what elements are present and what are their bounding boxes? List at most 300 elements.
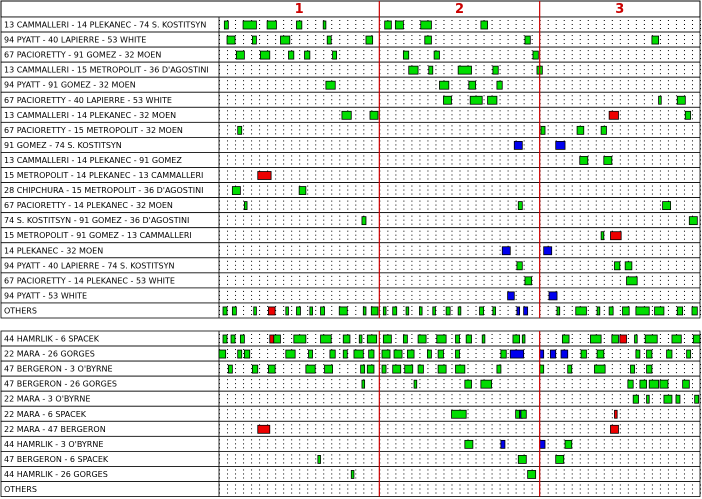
grid-dot (620, 357, 621, 358)
grid-dot (339, 140, 340, 141)
grid-dot (508, 28, 509, 29)
grid-dot (323, 88, 324, 89)
grid-dot (620, 175, 621, 176)
grid-dot (644, 148, 645, 149)
grid-dot (403, 35, 404, 36)
grid-dot (684, 394, 685, 395)
grid-dot (500, 432, 501, 433)
grid-dot (451, 69, 452, 70)
grid-dot (355, 254, 356, 255)
grid-dot (283, 50, 284, 51)
grid-dot (588, 144, 589, 145)
grid-dot (596, 349, 597, 350)
grid-dot (556, 80, 557, 81)
grid-dot (299, 88, 300, 89)
grid-dot (676, 88, 677, 89)
grid-dot (548, 379, 549, 380)
grid-dot (243, 231, 244, 232)
grid-dot (604, 417, 605, 418)
grid-dot (387, 58, 388, 59)
grid-dot (283, 103, 284, 104)
grid-dot (692, 205, 693, 206)
grid-dot (532, 402, 533, 403)
grid-dot (532, 65, 533, 66)
grid-dot (363, 186, 364, 187)
grid-dot (427, 280, 428, 281)
grid-dot (532, 175, 533, 176)
grid-dot (339, 276, 340, 277)
grid-dot (283, 159, 284, 160)
grid-dot (652, 194, 653, 195)
grid-dot (524, 372, 525, 373)
grid-dot (676, 69, 677, 70)
grid-dot (700, 88, 701, 89)
grid-dot (484, 209, 485, 210)
grid-dot (604, 383, 605, 384)
grid-dot (267, 80, 268, 81)
grid-dot (468, 295, 469, 296)
grid-dot (371, 144, 372, 145)
grid-dot (644, 114, 645, 115)
grid-dot (291, 432, 292, 433)
grid-dot (468, 24, 469, 25)
grid-dot (644, 246, 645, 247)
grid-dot (460, 20, 461, 21)
grid-dot (676, 265, 677, 266)
grid-dot (604, 110, 605, 111)
grid-dot (299, 175, 300, 176)
grid-dot (403, 231, 404, 232)
grid-dot (427, 231, 428, 232)
grid-dot (668, 129, 669, 130)
grid-dot (596, 306, 597, 307)
grid-dot (267, 163, 268, 164)
grid-dot (644, 175, 645, 176)
grid-dot (548, 103, 549, 104)
grid-dot (476, 402, 477, 403)
grid-dot (315, 43, 316, 44)
grid-dot (451, 432, 452, 433)
grid-dot (347, 190, 348, 191)
grid-dot (243, 95, 244, 96)
grid-dot (411, 276, 412, 277)
grid-dot (251, 190, 252, 191)
grid-dot (243, 314, 244, 315)
grid-dot (492, 269, 493, 270)
grid-dot (532, 291, 533, 292)
grid-dot (339, 364, 340, 365)
grid-dot (476, 394, 477, 395)
grid-dot (588, 50, 589, 51)
grid-dot (620, 250, 621, 251)
grid-dot (291, 295, 292, 296)
grid-dot (355, 417, 356, 418)
grid-dot (267, 314, 268, 315)
grid-dot (564, 235, 565, 236)
grid-dot (500, 379, 501, 380)
grid-dot (283, 424, 284, 425)
grid-dot (636, 179, 637, 180)
grid-dot (484, 39, 485, 40)
grid-dot (443, 220, 444, 221)
grid-dot (596, 159, 597, 160)
grid-dot (492, 295, 493, 296)
grid-dot (243, 175, 244, 176)
grid-dot (267, 239, 268, 240)
grid-dot (291, 269, 292, 270)
grid-dot (572, 95, 573, 96)
grid-dot (387, 114, 388, 115)
grid-dot (443, 398, 444, 399)
grid-dot (355, 220, 356, 221)
grid-dot (492, 246, 493, 247)
grid-dot (427, 342, 428, 343)
grid-dot (532, 353, 533, 354)
grid-dot (291, 186, 292, 187)
grid-dot (580, 103, 581, 104)
grid-dot (323, 118, 324, 119)
grid-dot (556, 314, 557, 315)
grid-dot (435, 125, 436, 126)
grid-dot (451, 186, 452, 187)
grid-dot (508, 342, 509, 343)
grid-dot (283, 306, 284, 307)
grid-dot (339, 235, 340, 236)
grid-dot (492, 73, 493, 74)
grid-dot (411, 43, 412, 44)
grid-dot (596, 43, 597, 44)
grid-dot (419, 179, 420, 180)
grid-dot (668, 235, 669, 236)
grid-dot (435, 295, 436, 296)
grid-dot (363, 246, 364, 247)
grid-dot (267, 379, 268, 380)
grid-dot (636, 129, 637, 130)
grid-dot (275, 159, 276, 160)
grid-dot (363, 118, 364, 119)
grid-dot (524, 155, 525, 156)
grid-dot (251, 306, 252, 307)
grid-dot (636, 125, 637, 126)
grid-dot (291, 306, 292, 307)
grid-dot (307, 140, 308, 141)
grid-dot (363, 299, 364, 300)
grid-dot (267, 398, 268, 399)
grid-dot (484, 201, 485, 202)
grid-dot (564, 95, 565, 96)
grid-dot (339, 205, 340, 206)
grid-dot (628, 69, 629, 70)
grid-dot (395, 99, 396, 100)
grid-dot (580, 265, 581, 266)
grid-dot (612, 84, 613, 85)
grid-dot (435, 398, 436, 399)
grid-dot (700, 163, 701, 164)
grid-dot (516, 254, 517, 255)
grid-dot (596, 383, 597, 384)
grid-dot (411, 239, 412, 240)
grid-dot (435, 394, 436, 395)
grid-dot (628, 179, 629, 180)
grid-dot (243, 103, 244, 104)
grid-dot (548, 220, 549, 221)
grid-dot (596, 186, 597, 187)
grid-dot (580, 220, 581, 221)
grid-dot (219, 306, 220, 307)
grid-dot (339, 144, 340, 145)
grid-dot (516, 398, 517, 399)
grid-dot (532, 95, 533, 96)
grid-dot (259, 24, 260, 25)
grid-dot (259, 417, 260, 418)
grid-dot (283, 334, 284, 335)
grid-dot (676, 80, 677, 81)
grid-dot (484, 417, 485, 418)
grid-dot (347, 220, 348, 221)
grid-dot (403, 246, 404, 247)
grid-dot (620, 125, 621, 126)
grid-dot (532, 58, 533, 59)
grid-dot (700, 413, 701, 414)
grid-dot (435, 220, 436, 221)
grid-dot (556, 35, 557, 36)
grid-dot (660, 334, 661, 335)
grid-dot (387, 387, 388, 388)
grid-dot (532, 246, 533, 247)
grid-dot (387, 140, 388, 141)
grid-dot (259, 50, 260, 51)
grid-dot (219, 246, 220, 247)
grid-dot (524, 39, 525, 40)
grid-dot (572, 357, 573, 358)
grid-dot (532, 334, 533, 335)
grid-dot (315, 224, 316, 225)
grid-dot (700, 291, 701, 292)
grid-dot (564, 118, 565, 119)
grid-dot (403, 284, 404, 285)
grid-dot (307, 353, 308, 354)
grid-dot (548, 216, 549, 217)
grid-dot (500, 353, 501, 354)
grid-dot (275, 163, 276, 164)
grid-dot (588, 24, 589, 25)
grid-dot (315, 144, 316, 145)
grid-dot (443, 110, 444, 111)
grid-dot (676, 310, 677, 311)
grid-dot (315, 190, 316, 191)
grid-dot (620, 159, 621, 160)
grid-dot (451, 428, 452, 429)
grid-dot (355, 314, 356, 315)
grid-dot (331, 269, 332, 270)
grid-dot (315, 269, 316, 270)
grid-dot (243, 118, 244, 119)
grid-dot (323, 73, 324, 74)
grid-dot (403, 254, 404, 255)
grid-dot (508, 125, 509, 126)
grid-dot (564, 65, 565, 66)
grid-dot (395, 84, 396, 85)
grid-dot (299, 163, 300, 164)
grid-dot (403, 129, 404, 130)
grid-dot (692, 175, 693, 176)
grid-dot (339, 239, 340, 240)
grid-dot (668, 84, 669, 85)
grid-dot (628, 224, 629, 225)
grid-dot (347, 73, 348, 74)
grid-dot (476, 224, 477, 225)
grid-dot (652, 424, 653, 425)
grid-dot (508, 306, 509, 307)
grid-dot (219, 379, 220, 380)
grid-dot (403, 239, 404, 240)
grid-dot (427, 299, 428, 300)
grid-dot (283, 357, 284, 358)
grid-dot (339, 20, 340, 21)
grid-dot (387, 372, 388, 373)
grid-dot (500, 186, 501, 187)
grid-dot (660, 65, 661, 66)
grid-dot (564, 84, 565, 85)
grid-dot (443, 250, 444, 251)
grid-dot (443, 254, 444, 255)
grid-dot (219, 88, 220, 89)
grid-dot (668, 54, 669, 55)
grid-dot (435, 353, 436, 354)
grid-dot (339, 65, 340, 66)
grid-dot (476, 284, 477, 285)
grid-dot (395, 155, 396, 156)
grid-dot (227, 118, 228, 119)
grid-dot (315, 291, 316, 292)
grid-dot (684, 402, 685, 403)
grid-dot (676, 364, 677, 365)
grid-dot (291, 224, 292, 225)
grid-dot (652, 84, 653, 85)
grid-dot (267, 409, 268, 410)
grid-dot (612, 103, 613, 104)
grid-dot (596, 73, 597, 74)
grid-dot (355, 133, 356, 134)
grid-dot (692, 65, 693, 66)
grid-dot (403, 84, 404, 85)
grid-dot (227, 379, 228, 380)
grid-dot (508, 276, 509, 277)
grid-dot (484, 35, 485, 36)
grid-dot (652, 250, 653, 251)
grid-dot (684, 35, 685, 36)
grid-dot (339, 357, 340, 358)
grid-dot (387, 398, 388, 399)
grid-dot (492, 334, 493, 335)
grid-dot (227, 216, 228, 217)
grid-dot (451, 20, 452, 21)
grid-dot (532, 372, 533, 373)
grid-dot (395, 383, 396, 384)
grid-dot (692, 133, 693, 134)
grid-dot (692, 254, 693, 255)
grid-dot (556, 432, 557, 433)
grid-dot (291, 364, 292, 365)
grid-dot (516, 155, 517, 156)
grid-dot (275, 190, 276, 191)
grid-dot (227, 171, 228, 172)
grid-dot (516, 159, 517, 160)
grid-dot (508, 140, 509, 141)
grid-dot (275, 424, 276, 425)
grid-dot (484, 291, 485, 292)
grid-dot (451, 216, 452, 217)
grid-dot (484, 284, 485, 285)
grid-dot (387, 148, 388, 149)
grid-dot (267, 284, 268, 285)
grid-dot (395, 239, 396, 240)
grid-dot (636, 205, 637, 206)
grid-dot (700, 171, 701, 172)
grid-dot (315, 171, 316, 172)
grid-dot (243, 424, 244, 425)
grid-dot (484, 357, 485, 358)
grid-dot (668, 133, 669, 134)
grid-dot (628, 372, 629, 373)
grid-dot (227, 239, 228, 240)
grid-dot (620, 364, 621, 365)
grid-dot (612, 216, 613, 217)
grid-dot (419, 118, 420, 119)
grid-dot (339, 179, 340, 180)
grid-dot (628, 54, 629, 55)
grid-dot (596, 114, 597, 115)
grid-dot (267, 95, 268, 96)
grid-dot (275, 140, 276, 141)
grid-dot (548, 235, 549, 236)
grid-dot (652, 235, 653, 236)
grid-dot (628, 194, 629, 195)
grid-dot (363, 179, 364, 180)
grid-dot (427, 310, 428, 311)
grid-dot (259, 205, 260, 206)
grid-dot (435, 73, 436, 74)
grid-dot (235, 24, 236, 25)
grid-dot (451, 291, 452, 292)
grid-dot (251, 409, 252, 410)
grid-dot (275, 84, 276, 85)
grid-dot (299, 372, 300, 373)
grid-dot (684, 110, 685, 111)
grid-dot (451, 250, 452, 251)
grid-dot (692, 80, 693, 81)
grid-dot (660, 250, 661, 251)
grid-dot (580, 353, 581, 354)
grid-dot (652, 118, 653, 119)
grid-dot (500, 398, 501, 399)
grid-dot (636, 163, 637, 164)
grid-dot (307, 190, 308, 191)
grid-dot (476, 413, 477, 414)
grid-dot (363, 24, 364, 25)
grid-dot (596, 402, 597, 403)
grid-dot (612, 129, 613, 130)
grid-dot (676, 357, 677, 358)
grid-dot (532, 118, 533, 119)
grid-dot (443, 163, 444, 164)
grid-dot (692, 398, 693, 399)
grid-dot (403, 39, 404, 40)
grid-dot (548, 368, 549, 369)
grid-dot (259, 28, 260, 29)
grid-dot (460, 114, 461, 115)
grid-dot (460, 110, 461, 111)
